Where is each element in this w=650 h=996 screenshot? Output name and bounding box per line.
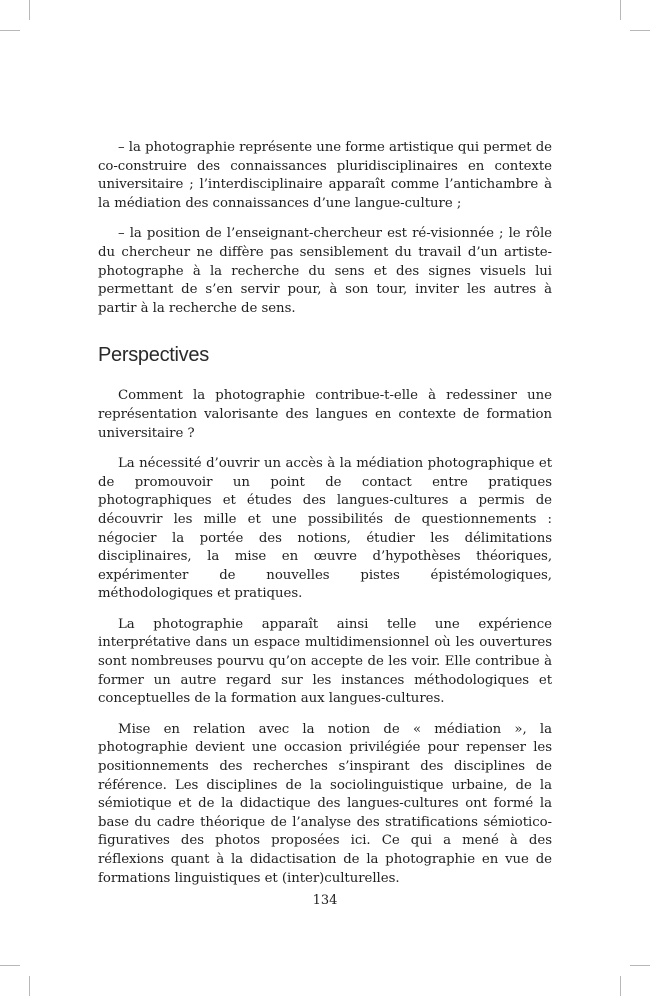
body-paragraph: La nécessité d’ouvrir un accès à la médiation photographique et de promouvoir un point de contact entre pratiques photographiques et études des langues-cultures a permis de découvrir les mille et une possibilités de questionnements : négocier la portée des notions, étudier les délimitations disciplinaires, la mise en œuvre d’hypothèses théoriques, expérimenter de nouvelles pistes épistémologiques, méthodologiques et pratiques. bbox=[98, 456, 552, 602]
page-body bbox=[98, 139, 552, 900]
body-paragraph: La photographie apparaît ainsi telle une expérience interprétative dans un espace multidimensionnel où les ouvertures sont nombreuses pourvu qu’on accepte de les voir. Elle contribue à former un autre regard sur les instances méthodologiques et conceptuelles de la formation aux langues-cultures. bbox=[98, 616, 552, 707]
bullet-paragraph: – la position de l’enseignant-chercheur est ré-visionnée ; le rôle du chercheur ne diffère pas sensiblement du travail d’un artiste-photographe à la recherche du sens et des signes visuels lui permettant de s’en servir pour, à son tour, inviter les autres à partir à la recherche de sens. bbox=[98, 226, 552, 316]
bullet-paragraph: – la photographie représente une forme artistique qui permet de co-construire des connaissances pluridisciplinaires en contexte universitaire ; l’interdisciplinaire apparaît comme l’antichambre à la médiation des connaissances d’une langue-culture ; bbox=[98, 140, 552, 211]
section-heading: Perspectives bbox=[98, 344, 209, 367]
crop-mark-top-left-h bbox=[0, 30, 20, 31]
crop-mark-bottom-right-v bbox=[620, 976, 621, 996]
crop-mark-top-right-v bbox=[620, 0, 621, 20]
crop-mark-bottom-left-h bbox=[0, 965, 20, 966]
page-number: 134 bbox=[312, 893, 338, 908]
body-paragraph: Comment la photographie contribue-t-elle à redessiner une représentation valorisante des langues en contexte de formation universitaire ? bbox=[98, 388, 552, 441]
body-paragraph: Mise en relation avec la notion de « médiation », la photographie devient une occasion privilégiée pour repenser les positionnements des recherches s’inspirant des disciplines de référence. Les disciplines de la sociolinguistique urbaine, de la sémiotique et de la didactique des langues-cultures ont formé la base du cadre théorique de l’analyse des stratifications sémiotico-figuratives des photos proposées ici. Ce qui a mené à des réflexions quant à la didactisation de la photographie en vue de formations linguistiques et (inter)culturelles. bbox=[98, 721, 552, 886]
crop-mark-top-right-h bbox=[630, 30, 650, 31]
crop-mark-top-left-v bbox=[29, 0, 30, 20]
crop-mark-bottom-right-h bbox=[630, 965, 650, 966]
crop-mark-bottom-left-v bbox=[29, 976, 30, 996]
